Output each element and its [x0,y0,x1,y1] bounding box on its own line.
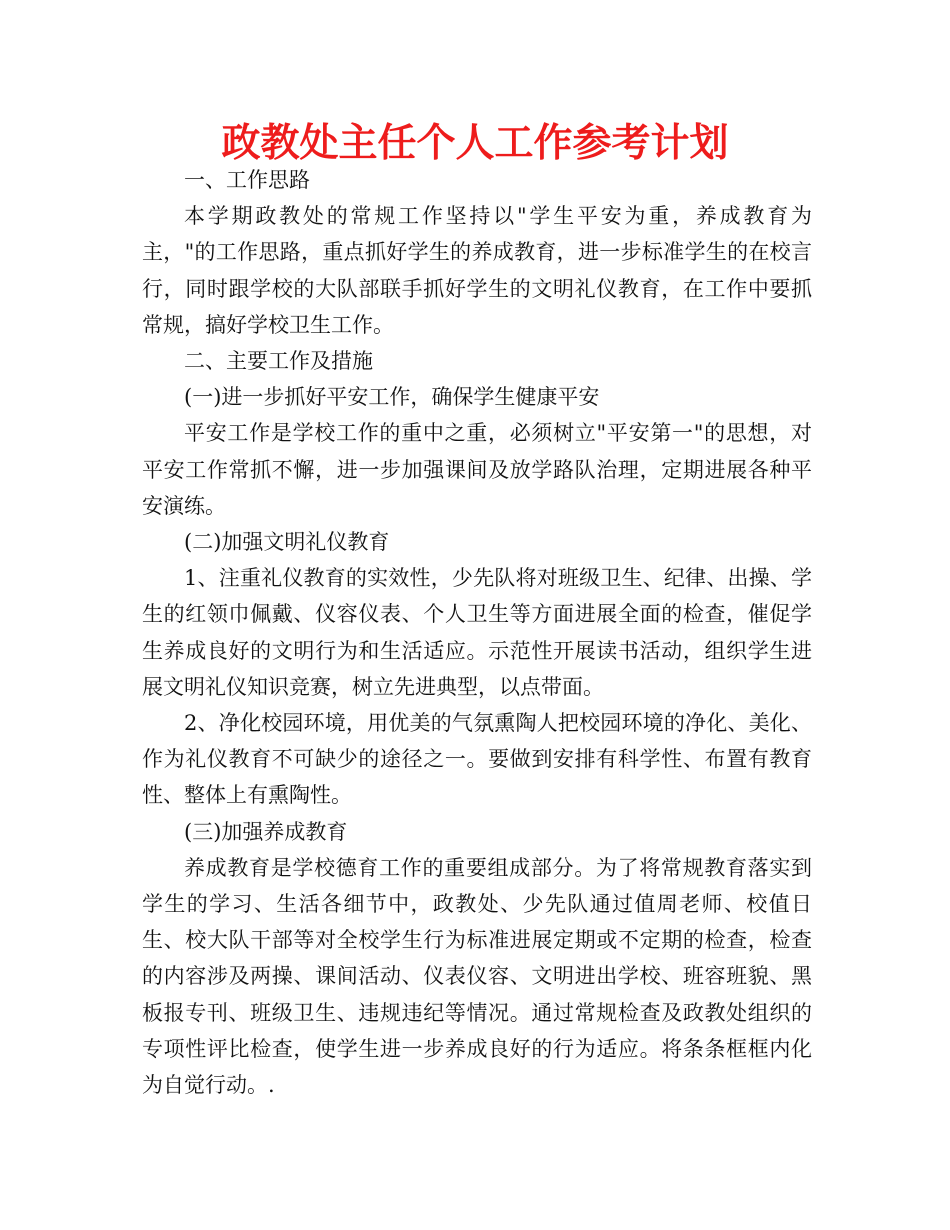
subsection-heading-2: (二)加强文明礼仪教育 [184,530,390,555]
paragraph: 平安工作是学校工作的重中之重，必须树立"平安第一"的思想，对平安工作常抓不懈，进一步加强课间及放学路队治理，定期进展各种平安演练。 [142,421,812,518]
document-body [142,162,812,1103]
paragraph: 1、注重礼仪教育的实效性，少先队将对班级卫生、纪律、出操、学生的红领巾佩戴、仪容仪表、个人卫生等方面进展全面的检查，催促学生养成良好的文明行为和生活适应。示范性开展读书活动，组织学生进展文明礼仪知识竞赛，树立先进典型，以点带面。 [142,566,812,699]
section-heading-2: 二、主要工作及措施 [184,349,373,374]
subsection-heading-3: (三)加强养成教育 [184,819,348,844]
document-title: 政教处主任个人工作参考计划 [221,121,729,166]
paragraph: 本学期政教处的常规工作坚持以"学生平安为重，养成教育为主，"的工作思路，重点抓好学生的养成教育，进一步标准学生的在校言行，同时跟学校的大队部联手抓好学生的文明礼仪教育，在工作中要抓常规，搞好学校卫生工作。 [142,204,812,337]
subsection-heading-1: (一)进一步抓好平安工作，确保学生健康平安 [184,385,600,410]
paragraph: 2、净化校园环境，用优美的气氛熏陶人把校园环境的净化、美化、作为礼仪教育不可缺少的途径之一。要做到安排有科学性、布置有教育性、整体上有熏陶性。 [142,711,812,808]
section-heading-1: 一、工作思路 [184,168,310,192]
paragraph: 养成教育是学校德育工作的重要组成部分。为了将常规教育落实到学生的学习、生活各细节中，政教处、少先队通过值周老师、校值日生、校大队干部等对全校学生行为标准进展定期或不定期的检查，检查的内容涉及两操、课间活动、仪表仪容、文明进出学校、班容班貌、黑板报专刊、班级卫生、违规违纪等情况。通过常规检查及政教处组织的专项性评比检查，使学生进一步养成良好的行为适应。将条条框框内化为自觉行动。. [142,855,812,1098]
